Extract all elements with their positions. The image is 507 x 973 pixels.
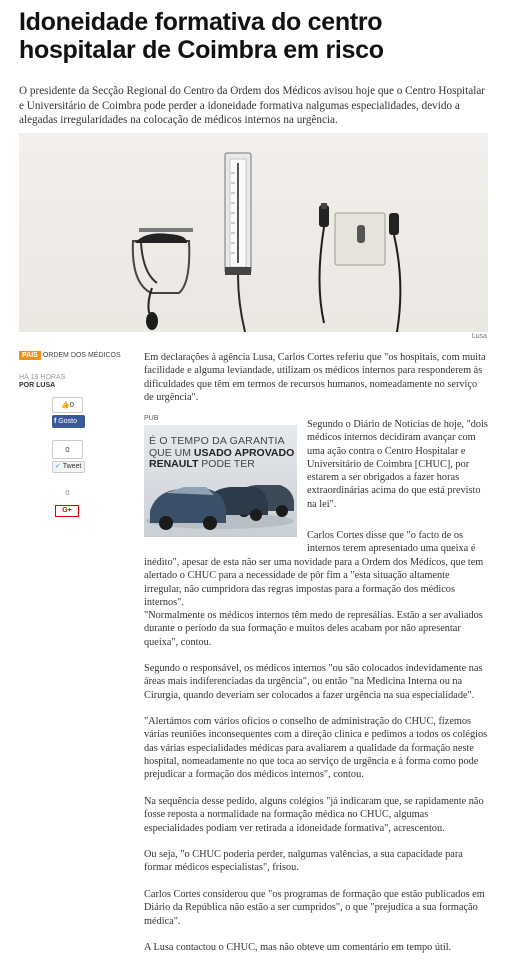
ad-label: PUB bbox=[144, 415, 159, 422]
image-credit: Lusa bbox=[471, 333, 487, 340]
facebook-like-button[interactable] bbox=[52, 415, 85, 428]
article-lead: O presidente da Secção Regional do Centro da Ordem dos Médicos avisou hoje que o Centro Hospitalar e Universitário de Coimbra pode perder a idoneidade formativa nalgumas especialidades, devido a alegadas irregularidades na colocação de médicos internos na urgência. bbox=[19, 85, 486, 126]
facebook-like-count: 👍0 bbox=[52, 397, 83, 413]
ad-headline-3: RENAULT PODE TER bbox=[149, 458, 255, 470]
article-meta bbox=[19, 347, 129, 389]
paragraph-8: Ou seja, "o CHUC poderia perder, nalgumas valências, a sua capacidade para formar médicos especialistas", frisou. bbox=[144, 849, 463, 874]
paragraph-5: Segundo o responsável, os médicos internos "ou são colocados indevidamente nas áreas mais indiferenciadas da urgência", ou então "na Medicina Interna ou na Cirurgia, quando deveriam ser colocados a fazer urgência na sua especialidade". bbox=[144, 663, 483, 701]
paragraph-6: "Alertámos com vários ofícios o conselho de administração do CHUC, fizemos várias reuniões inconsequentes com a direção clínica e pedimos a todos os colégios das várias especialidades médicas para avaliarem a qualidade da formação neste hospital, nomeadamente no que toca ao serviço de urgência e à forma como pode prejudicar a formação dos médicos internos", contou. bbox=[144, 716, 488, 781]
article-hero-image bbox=[19, 133, 488, 332]
section-tag[interactable]: PAÍS bbox=[19, 351, 41, 360]
tweet-label: Tweet bbox=[62, 463, 82, 470]
tweet-button[interactable] bbox=[52, 461, 85, 473]
paragraph-9: Carlos Cortes considerou que "os programas de formação que estão publicados em Diário da República não estão a ser cumpridos", o que "prejudica a sua formação médica". bbox=[144, 889, 485, 927]
ad-headline-1: É O TEMPO DA GARANTIA bbox=[149, 435, 285, 447]
facebook-like-label: Gosto bbox=[58, 418, 77, 425]
article-title: Idoneidade formativa do centro hospitalar de Coimbra em risco bbox=[19, 8, 384, 64]
gplus-button[interactable]: G+ bbox=[55, 505, 79, 517]
twitter-share bbox=[52, 440, 86, 473]
twitter-bird-icon: ✓ bbox=[55, 463, 61, 470]
car-illustration bbox=[144, 425, 297, 537]
paragraph-4: "Normalmente os médicos internos têm medo de represálias. Estão a ser avaliados durante o período da sua formação e muitos deles acabam por não apresentar queixa", contou. bbox=[144, 610, 483, 648]
gplus-share bbox=[52, 484, 86, 517]
paragraph-1: Em declarações à agência Lusa, Carlos Cortes referiu que "os hospitais, com muita facilidade e alguma leviandade, utilizam os médicos internos para responderem às dificuldades que têm em termos de recursos humanos, nomeadamente no serviço de urgência". bbox=[144, 352, 486, 403]
paragraph-10: A Lusa contactou o CHUC, mas não obteve um comentário em tempo útil. bbox=[144, 942, 452, 953]
paragraph-2: Segundo o Diário de Notícias de hoje, "dois médicos internos decidiram avançar com uma ação contra o Centro Hospitalar e Universitário de Coimbra [CHUC], por estarem a ser obrigados a fazer horas extraordinárias acima do que está previsto na lei". bbox=[307, 419, 488, 510]
facebook-icon: f bbox=[54, 418, 57, 425]
paragraph-7: Na sequência desse pedido, alguns colégios "já indicaram que, se rapidamente não fosse reposta a normalidade na formação médica no CHUC, algumas especialidades podiam ver retirada a idoneidade formativa", acrescentou. bbox=[144, 796, 484, 834]
hospital-wall-equipment-photo bbox=[19, 133, 488, 332]
paragraph-3b: inédito", apesar de esta não ser uma novidade para a Ordem dos Médicos, que tem alertado o CHUC para a necessidade de pôr fim a "esta situação altamente irregular, não cumpridora das regras impostas para a formação dos médicos internos". bbox=[144, 557, 484, 608]
facebook-share bbox=[52, 397, 86, 428]
thumbs-up-icon: 👍 bbox=[61, 402, 70, 409]
gplus-count: 0 bbox=[52, 484, 83, 503]
renault-ad[interactable] bbox=[144, 425, 297, 537]
paragraph-3a: Carlos Cortes disse que "o facto de os internos terem apresentado uma queixa é bbox=[307, 530, 476, 555]
publish-time: HÁ 19 HORAS bbox=[19, 374, 66, 381]
tweet-count: 0 bbox=[52, 440, 83, 459]
subsection-tag[interactable]: ORDEM DOS MÉDICOS bbox=[42, 352, 121, 360]
ad-headline-2: QUE UM USADO APROVADO bbox=[149, 447, 295, 459]
byline: POR LUSA bbox=[19, 382, 56, 389]
